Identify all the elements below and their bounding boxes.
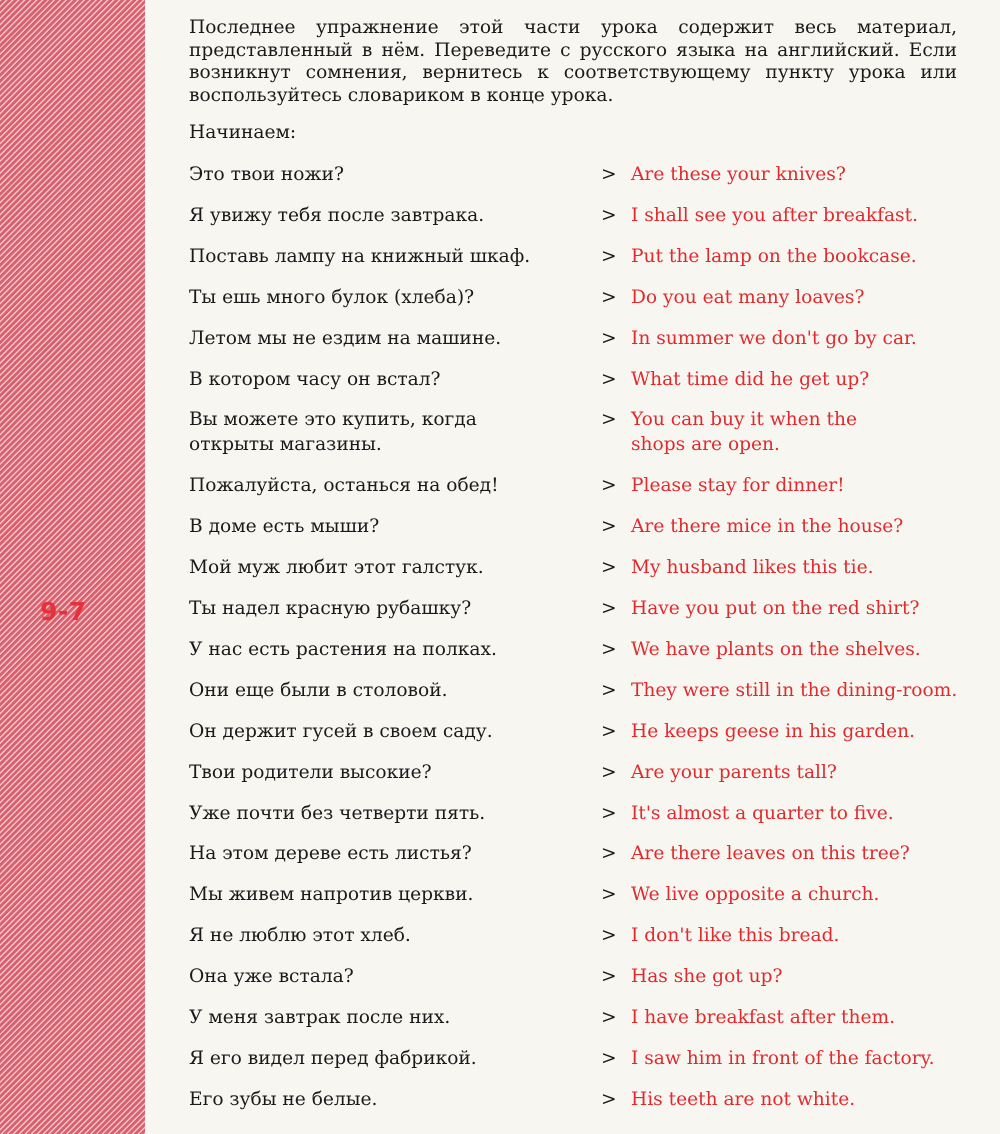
english-translation: Do you eat many loaves?: [631, 286, 865, 308]
arrow-marker: >: [601, 557, 617, 579]
russian-sentence: Я его видел перед фабрикой.: [189, 1047, 477, 1069]
decorative-margin-strip: [0, 0, 145, 1134]
arrow-marker: >: [601, 516, 617, 538]
arrow-marker: >: [601, 368, 617, 390]
russian-sentence: Вы можете это купить, когда открыты магазины.: [189, 409, 477, 455]
russian-sentence: У меня завтрак после них.: [189, 1007, 451, 1028]
arrow-marker: >: [601, 843, 617, 865]
english-translation: My husband likes this tie.: [631, 557, 874, 579]
russian-sentence: В котором часу он встал?: [189, 368, 441, 390]
russian-sentence: Это твои ножи?: [189, 164, 344, 185]
russian-sentence: Поставь лампу на книжный шкаф.: [189, 245, 531, 267]
english-translation: Are there leaves on this tree?: [631, 843, 910, 865]
russian-sentence: Она уже встала?: [189, 966, 354, 988]
english-translation: I don't like this bread.: [631, 925, 840, 947]
russian-sentence: Мы живем напротив церкви.: [189, 884, 474, 906]
english-translation: I saw him in front of the factory.: [631, 1047, 935, 1069]
russian-sentence: У нас есть растения на полках.: [189, 638, 497, 660]
english-translation: Are these your knives?: [631, 164, 846, 185]
russian-sentence: Его зубы не белые.: [189, 1088, 378, 1110]
arrow-marker: >: [601, 475, 617, 497]
arrow-marker: >: [601, 164, 617, 185]
english-translation: Has she got up?: [631, 966, 783, 988]
russian-sentence: Летом мы не ездим на машине.: [189, 327, 502, 349]
arrow-marker: >: [601, 638, 617, 660]
russian-sentence: Я увижу тебя после завтрака.: [189, 204, 485, 226]
english-translation: Please stay for dinner!: [631, 475, 845, 497]
arrow-marker: >: [601, 245, 617, 267]
arrow-marker: >: [601, 884, 617, 906]
arrow-marker: >: [601, 966, 617, 988]
lesson-tag: 9-7: [40, 597, 87, 626]
arrow-marker: >: [601, 598, 617, 619]
arrow-marker: >: [601, 409, 617, 431]
english-translation: What time did he get up?: [631, 368, 870, 390]
arrow-marker: >: [601, 925, 617, 947]
english-translation: In summer we don't go by car.: [631, 327, 917, 349]
arrow-marker: >: [601, 761, 617, 783]
arrow-marker: >: [601, 1047, 617, 1069]
russian-sentence: Мой муж любит этот галстук.: [189, 557, 484, 579]
english-translation: Are there mice in the house?: [631, 516, 904, 538]
english-translation: We have plants on the shelves.: [631, 638, 921, 660]
english-translation: Have you put on the red shirt?: [631, 598, 920, 619]
english-translation: I have breakfast after them.: [631, 1007, 896, 1028]
english-translation: They were still in the dining-room.: [631, 679, 958, 701]
english-translation: He keeps geese in his garden.: [631, 720, 915, 742]
arrow-marker: >: [601, 720, 617, 742]
russian-sentence: Пожалуйста, останься на обед!: [189, 475, 499, 497]
arrow-marker: >: [601, 204, 617, 226]
russian-sentence: Я не люблю этот хлеб.: [189, 925, 411, 947]
arrow-marker: >: [601, 1007, 617, 1028]
russian-sentence: Они еще были в столовой.: [189, 679, 448, 701]
russian-sentence: В доме есть мыши?: [189, 516, 380, 538]
english-translation: His teeth are not white.: [631, 1088, 856, 1110]
start-label: Начинаем:: [189, 122, 297, 143]
english-translation: I shall see you after breakfast.: [631, 204, 918, 226]
russian-sentence: Уже почти без четверти пять.: [189, 802, 486, 824]
english-translation: You can buy it when the shops are open.: [631, 409, 857, 455]
arrow-marker: >: [601, 1088, 617, 1110]
english-translation: Are your parents tall?: [631, 761, 837, 783]
arrow-marker: >: [601, 679, 617, 701]
arrow-marker: >: [601, 802, 617, 824]
russian-sentence: Твои родители высокие?: [189, 761, 432, 783]
english-translation: Put the lamp on the bookcase.: [631, 245, 917, 267]
russian-sentence: Ты надел красную рубашку?: [189, 598, 472, 619]
exercise-instructions: Последнее упражнение этой части урока содержит весь материал, представленный в нём. Переведите с русского языка на английский. Если возникнут сомнения, вернитесь к соответствующему пункту урока или воспользуйтесь словариком в конце урока.: [189, 17, 957, 106]
english-translation: It's almost a quarter to five.: [631, 802, 894, 824]
russian-sentence: Ты ешь много булок (хлеба)?: [189, 286, 475, 308]
english-translation: We live opposite a church.: [631, 884, 880, 906]
russian-sentence: Он держит гусей в своем саду.: [189, 720, 493, 742]
arrow-marker: >: [601, 327, 617, 349]
arrow-marker: >: [601, 286, 617, 308]
russian-sentence: На этом дереве есть листья?: [189, 843, 472, 865]
